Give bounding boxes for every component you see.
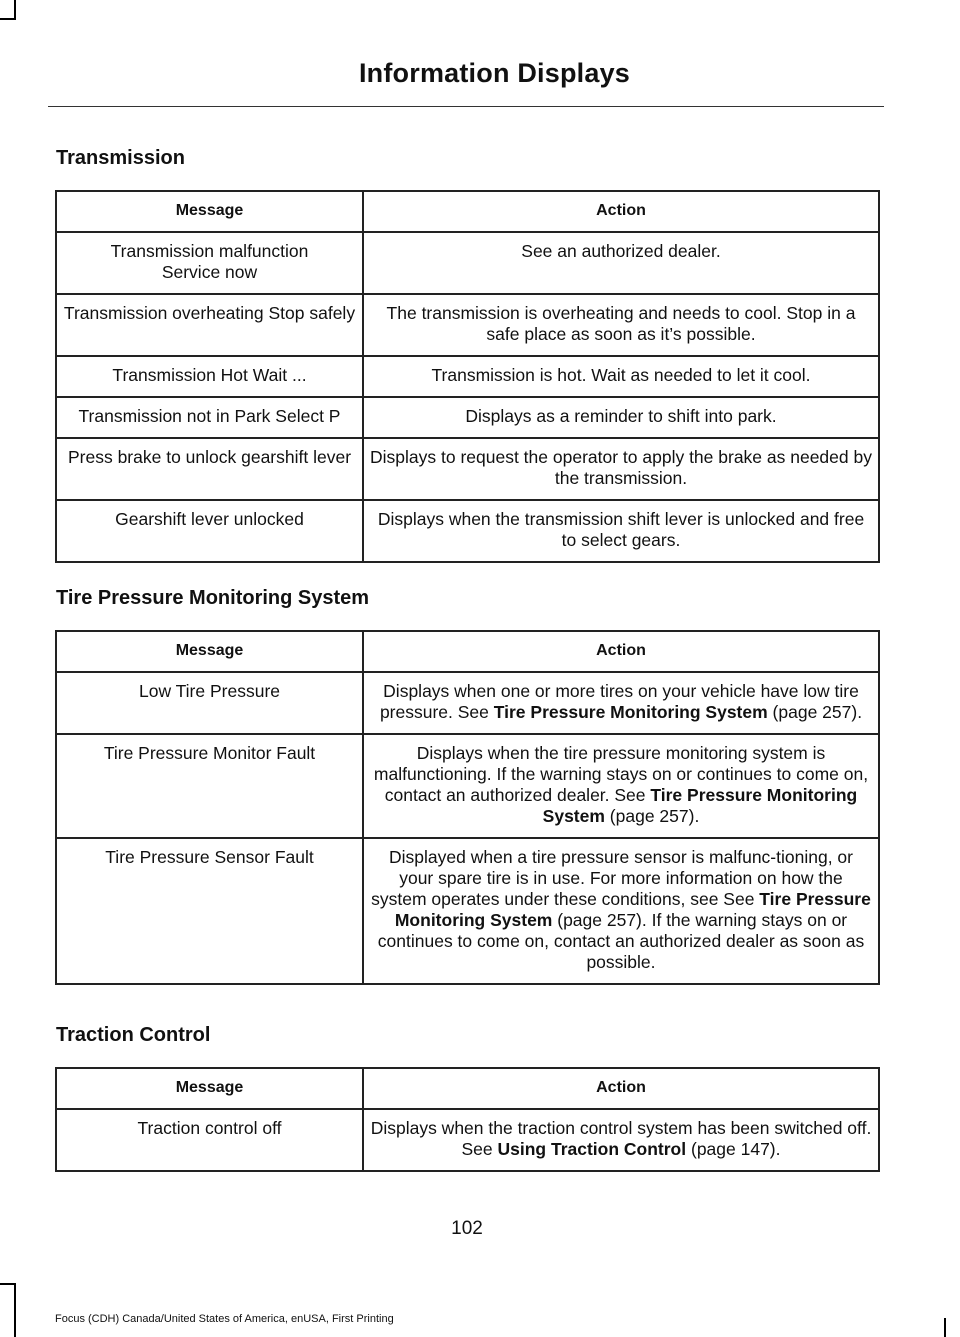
column-header-message: Message: [56, 191, 363, 232]
message-cell: Transmission not in Park Select P: [56, 397, 363, 438]
crop-mark-top-left-h: [0, 18, 16, 20]
crop-mark-bottom-right: [944, 1318, 946, 1337]
cross-reference-link[interactable]: Using Traction Control: [497, 1139, 687, 1159]
section-heading-transmission: Transmission: [56, 147, 185, 169]
action-text: (page 257).: [767, 702, 863, 722]
action-cell: Displays to request the operator to apply the brake as needed by the transmission.: [363, 438, 879, 500]
message-cell: Tire Pressure Sensor Fault: [56, 838, 363, 984]
cross-reference-link[interactable]: Tire Pressure Monitoring System: [542, 785, 858, 826]
table-row: [56, 438, 879, 500]
traction-control-table: [55, 1067, 880, 1172]
message-cell: Low Tire Pressure: [56, 672, 363, 734]
message-cell: Transmission malfunction Service now: [56, 232, 363, 294]
section-heading-traction-control: Traction Control: [56, 1024, 211, 1046]
action-cell: [363, 672, 879, 734]
action-cell: The transmission is overheating and needs to cool. Stop in a safe place as soon as it’s possible.: [363, 294, 879, 356]
action-text: Displays when the traction control system has been switched off. See: [370, 1118, 872, 1159]
section-heading-tpms: Tire Pressure Monitoring System: [56, 587, 370, 609]
message-cell: Tire Pressure Monitor Fault: [56, 734, 363, 838]
column-header-action: Action: [363, 191, 879, 232]
message-cell: Traction control off: [56, 1109, 363, 1171]
table-row: [56, 232, 879, 294]
action-text: Displays when the tire pressure monitoring system is malfunctioning. If the warning stays on or continues to come on, contact an authorized dealer. See: [373, 743, 869, 805]
action-cell: [363, 1109, 879, 1171]
action-text: (page 257). If the warning stays on or continues to come on, contact an authorized dealer as soon as possible.: [377, 910, 865, 972]
table-row: [56, 294, 879, 356]
crop-mark-top-left: [14, 0, 16, 20]
action-cell: Displays when the transmission shift lever is unlocked and free to select gears.: [363, 500, 879, 562]
action-cell: Transmission is hot. Wait as needed to let it cool.: [363, 356, 879, 397]
message-cell: Gearshift lever unlocked: [56, 500, 363, 562]
action-text: (page 257).: [604, 806, 700, 826]
column-header-message: Message: [56, 1068, 363, 1109]
table-row: [56, 356, 879, 397]
column-header-message: Message: [56, 631, 363, 672]
message-cell: Press brake to unlock gearshift lever: [56, 438, 363, 500]
tpms-table: [55, 630, 880, 985]
table-row: [56, 397, 879, 438]
column-header-action: Action: [363, 1068, 879, 1109]
crop-mark-bottom-left-h: [0, 1283, 16, 1285]
action-cell: See an authorized dealer.: [363, 232, 879, 294]
header-rule: [48, 106, 884, 107]
crop-mark-bottom-left: [14, 1283, 16, 1337]
table-row: [56, 838, 879, 984]
table-header-row: [56, 631, 879, 672]
footer-text: Focus (CDH) Canada/United States of America, enUSA, First Printing: [55, 1313, 394, 1325]
action-cell: [363, 734, 879, 838]
action-cell: Displays as a reminder to shift into park.: [363, 397, 879, 438]
cross-reference-link[interactable]: Tire Pressure Monitoring System: [394, 889, 871, 930]
column-header-action: Action: [363, 631, 879, 672]
table-row: [56, 1109, 879, 1171]
table-row: [56, 734, 879, 838]
table-row: [56, 672, 879, 734]
action-cell: [363, 838, 879, 984]
table-header-row: [56, 191, 879, 232]
message-cell: Transmission overheating Stop safely: [56, 294, 363, 356]
message-cell: Transmission Hot Wait ...: [56, 356, 363, 397]
transmission-table: [55, 190, 880, 563]
table-header-row: [56, 1068, 879, 1109]
action-text: (page 147).: [686, 1139, 781, 1159]
page-title: Information Displays: [358, 58, 630, 88]
page-number: 102: [451, 1218, 483, 1239]
action-text: Displayed when a tire pressure sensor is malfunc-tioning, or your spare tire is in use. For more information on how the system operates under these conditions, see See: [371, 847, 853, 909]
action-text: Displays when one or more tires on your vehicle have low tire pressure. See: [379, 681, 859, 722]
table-row: [56, 500, 879, 562]
cross-reference-link[interactable]: Tire Pressure Monitoring System: [493, 702, 768, 722]
